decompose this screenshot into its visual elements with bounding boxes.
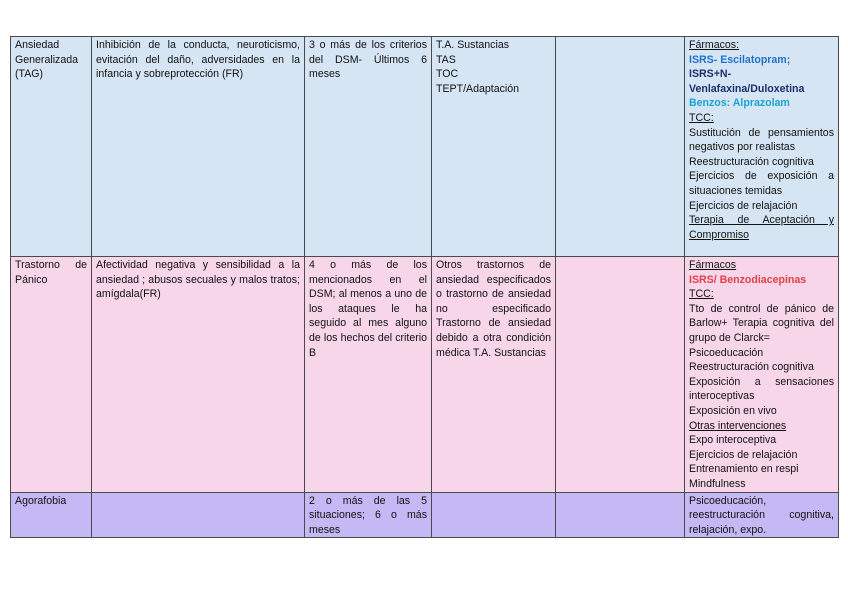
differential-cell (432, 37, 556, 257)
criteria-cell (305, 37, 432, 257)
disorders-table (10, 36, 839, 538)
tcc-item: Ejercicios de exposición a situaciones temidas (689, 170, 834, 197)
treatment-text: Psicoeducación, reestructuración cognitiva, relajación, expo. (689, 494, 834, 536)
drug-isrs: ISRS- Escilatopram; (689, 53, 791, 66)
other-heading: Otras intervenciones (689, 419, 787, 432)
differential-text: Otros trastornos de ansiedad especificados o trastorno de ansiedad no especificado Trastorno de ansiedad debido a otra condición médica T.A. Sustancias (436, 259, 551, 359)
table-row-panico (11, 257, 839, 493)
treatment-cell (685, 37, 839, 257)
criteria-cell (305, 257, 432, 493)
treatment-cell (685, 257, 839, 493)
tcc-item: Exposición en vivo (689, 404, 777, 417)
empty-cell (556, 257, 685, 493)
factors-text: Afectividad negativa y sensibilidad a la ansiedad ; abusos secuales y malos tratos; amígdala(FR) (96, 259, 300, 301)
criteria-text: 4 o más de los mencionados en el DSM; al menos a uno de los ataques le ha seguido al mes alguno de los hechos del criterio B (309, 259, 427, 359)
other-item: Ejercicios de relajación (689, 448, 798, 461)
empty-cell (556, 37, 685, 257)
other-item: Expo interoceptiva (689, 434, 777, 447)
differential-item: T.A. Sustancias (436, 39, 510, 51)
factors-text: Inhibición de la conducta, neuroticismo, evitación del daño, adversidades en la infancia y sobreprotección (FR) (96, 39, 300, 81)
disorder-cell (11, 492, 92, 538)
tcc-item: Reestructuración cognitiva (689, 361, 814, 374)
tcc-item: Reestructuración cognitiva (689, 155, 814, 168)
empty-cell (556, 492, 685, 538)
other-item: Mindfulness (689, 477, 746, 490)
drug-benzos: Benzos: Alprazolam (689, 97, 790, 110)
disorder-cell (11, 257, 92, 493)
table-row-agorafobia (11, 492, 839, 538)
tcc-description: Tto de control de pánico de Barlow+ Terapia cognitiva del grupo de Clarck= (689, 302, 834, 344)
criteria-cell (305, 492, 432, 538)
drug-isrsn: ISRS+N-Venlafaxina/Duloxetina (689, 68, 805, 95)
factors-cell (92, 257, 305, 493)
disorder-name: Agorafobia (15, 494, 67, 507)
other-item: Entrenamiento en respi (689, 463, 799, 476)
differential-cell (432, 492, 556, 538)
tcc-item: Psicoeducación (689, 346, 764, 359)
disorder-name: Trastorno de Pánico (15, 259, 87, 286)
tcc-heading: TCC: (689, 288, 714, 301)
factors-cell (92, 37, 305, 257)
differential-item: TAS (436, 53, 456, 66)
differential-item: TEPT/Adaptación (436, 82, 520, 95)
farmacos-heading: Fármacos (689, 259, 737, 271)
differential-item: TOC (436, 68, 459, 81)
disorder-name: Ansiedad Generalizada (TAG) (15, 39, 79, 81)
factors-cell (92, 492, 305, 538)
tcc-heading: TCC: (689, 111, 714, 124)
farmacos-heading: Fármacos: (689, 39, 740, 51)
criteria-text: 3 o más de los criterios del DSM- Últimos 6 meses (309, 39, 427, 81)
differential-cell (432, 257, 556, 493)
tcc-item: Sustitución de pensamientos negativos por realistas (689, 126, 834, 154)
disorder-cell (11, 37, 92, 257)
tcc-item: Exposición a sensaciones interoceptivas (689, 375, 834, 403)
criteria-text: 2 o más de las 5 situaciones; 6 o más meses (309, 494, 427, 536)
treatment-cell (685, 492, 839, 538)
table-row-tag (11, 37, 839, 257)
drug-list: ISRS/ Benzodiacepinas (689, 273, 807, 286)
act-item: Terapia de Aceptación y Compromiso (689, 214, 834, 241)
tcc-item: Ejercicios de relajación (689, 199, 798, 212)
